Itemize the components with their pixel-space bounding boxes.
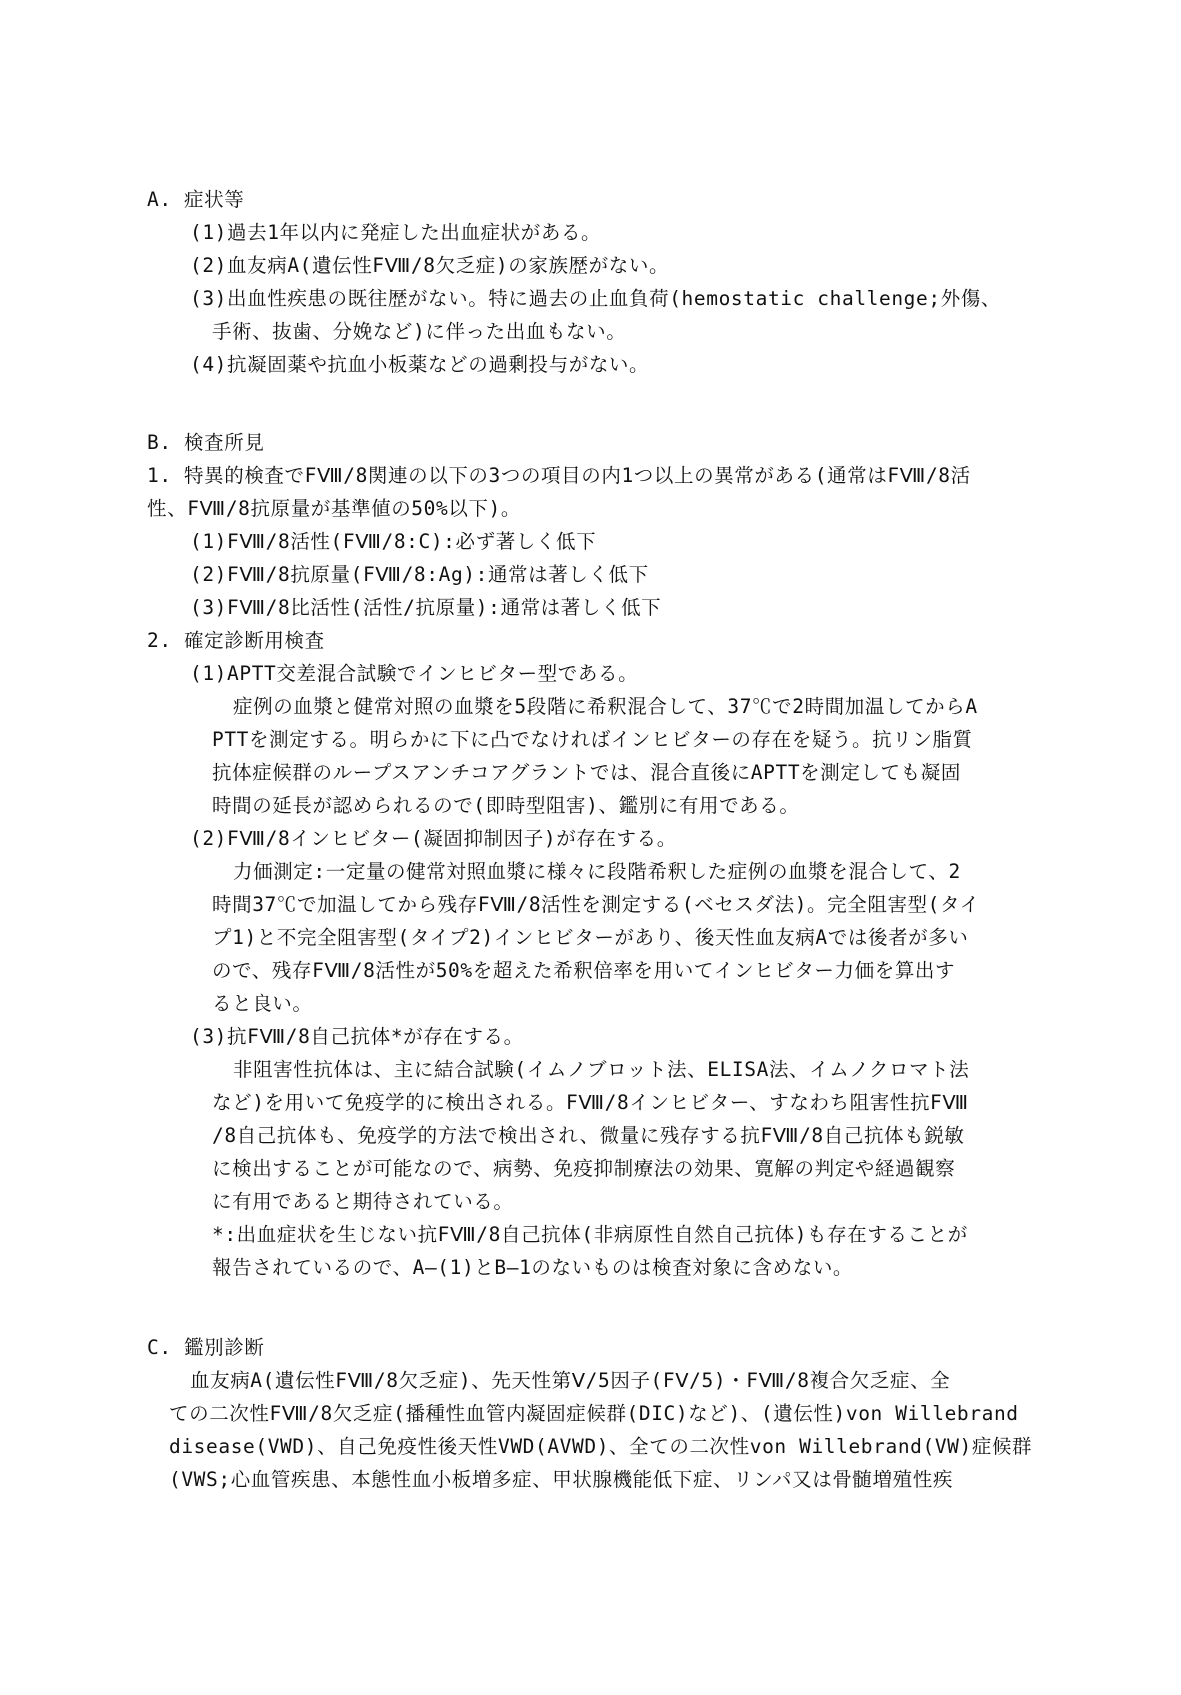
section-b-p2-item2-title: (2)FⅧ/8インヒビター(凝固抑制因子)が存在する。 xyxy=(190,827,677,850)
section-c-heading: C. 鑑別診断 xyxy=(147,1336,265,1359)
section-b-p2-item3-line: など)を用いて免疫学的に検出される。FⅧ/8インヒビター、すなわち阻害性抗FⅧ xyxy=(212,1091,969,1114)
section-b-p1-item-3: (3)FⅧ/8比活性(活性/抗原量):通常は著しく低下 xyxy=(190,596,662,619)
section-b-p2-item2-line: ので、残存FⅧ/8活性が50%を超えた希釈倍率を用いてインヒビター力価を算出す xyxy=(212,959,956,982)
section-a-item-3-cont: 手術、抜歯、分娩など)に伴った出血もない。 xyxy=(212,320,627,343)
section-c-line: disease(VWD)、自己免疫性後天性VWD(AVWD)、全ての二次性von Willebrand(VW)症候群 xyxy=(169,1435,1033,1458)
section-b-p2-item1-line: 時間の延長が認められるので(即時型阻害)、鑑別に有用である。 xyxy=(212,794,800,817)
section-b-p1-item-1: (1)FⅧ/8活性(FⅧ/8:C):必ず著しく低下 xyxy=(190,530,597,553)
section-b-p1-line1: 1. 特異的検査でFⅧ/8関連の以下の3つの項目の内1つ以上の異常がある(通常はFⅧ/8活 xyxy=(147,464,971,487)
section-b-p2-heading: 2. 確定診断用検査 xyxy=(147,629,325,652)
section-b-p1-line2: 性、FⅧ/8抗原量が基準値の50%以下)。 xyxy=(147,497,521,520)
section-a-item-4: (4)抗凝固薬や抗血小板薬などの過剰投与がない。 xyxy=(190,353,650,376)
footnote-line: 報告されているので、A—(1)とB—1のないものは検査対象に含めない。 xyxy=(212,1256,854,1279)
section-b-p2-item2-line: 力価測定:一定量の健常対照血漿に様々に段階希釈した症例の血漿を混合して、2 xyxy=(233,860,961,883)
section-a-heading: A. 症状等 xyxy=(147,188,245,211)
section-b-p2-item3-title: (3)抗FⅧ/8自己抗体*が存在する。 xyxy=(190,1025,524,1048)
section-b-p2-item3-line: /8自己抗体も、免疫学的方法で検出され、微量に残存する抗FⅧ/8自己抗体も鋭敏 xyxy=(212,1124,965,1147)
section-b-heading: B. 検査所見 xyxy=(147,431,265,454)
section-b-p2-item1-title: (1)APTT交差混合試験でインヒビター型である。 xyxy=(190,662,639,685)
section-b-p2-item1-line: PTTを測定する。明らかに下に凸でなければインヒビターの存在を疑う。抗リン脂質 xyxy=(212,728,973,751)
section-b-p2-item3-line: に有用であると期待されている。 xyxy=(212,1190,514,1213)
section-b-p2-item2-line: ると良い。 xyxy=(212,992,313,1015)
section-b-p2-item1-line: 抗体症候群のループスアンチコアグラントでは、混合直後にAPTTを測定しても凝固 xyxy=(212,761,961,784)
footnote-line: *:出血症状を生じない抗FⅧ/8自己抗体(非病原性自然自己抗体)も存在することが xyxy=(212,1223,968,1246)
section-c-line: 血友病A(遺伝性FⅧ/8欠乏症)、先天性第Ⅴ/5因子(FⅤ/5)・FⅧ/8複合欠乏症、全 xyxy=(190,1369,951,1392)
section-b-p2-item3-line: 非阻害性抗体は、主に結合試験(イムノブロット法、ELISA法、イムノクロマト法 xyxy=(233,1058,970,1081)
section-b-p1-item-2: (2)FⅧ/8抗原量(FⅧ/8:Ag):通常は著しく低下 xyxy=(190,563,649,586)
section-c-line: ての二次性FⅧ/8欠乏症(播種性血管内凝固症候群(DIC)など)、(遺伝性)von Willebrand xyxy=(169,1402,1019,1425)
section-b-p2-item3-line: に検出することが可能なので、病勢、免疫抑制療法の効果、寛解の判定や経過観察 xyxy=(212,1157,956,1180)
section-b-p2-item1-line: 症例の血漿と健常対照の血漿を5段階に希釈混合して、37℃で2時間加温してからA xyxy=(233,695,978,718)
section-b-p2-item2-line: 時間37℃で加温してから残存FⅧ/8活性を測定する(ベセスダ法)。完全阻害型(タイ xyxy=(212,893,980,916)
section-b-p2-item2-line: プ1)と不完全阻害型(タイプ2)インヒビターがあり、後天性血友病Aでは後者が多い xyxy=(212,926,969,949)
section-c-line: (VWS;心血管疾患、本態性血小板増多症、甲状腺機能低下症、リンパ又は骨髄増殖性疾 xyxy=(169,1468,953,1491)
section-a-item-2: (2)血友病A(遺伝性FⅧ/8欠乏症)の家族歴がない。 xyxy=(190,254,670,277)
section-a-item-1: (1)過去1年以内に発症した出血症状がある。 xyxy=(190,221,602,244)
section-a-item-3: (3)出血性疾患の既往歴がない。特に過去の止血負荷(hemostatic challenge;外傷、 xyxy=(190,287,1001,310)
